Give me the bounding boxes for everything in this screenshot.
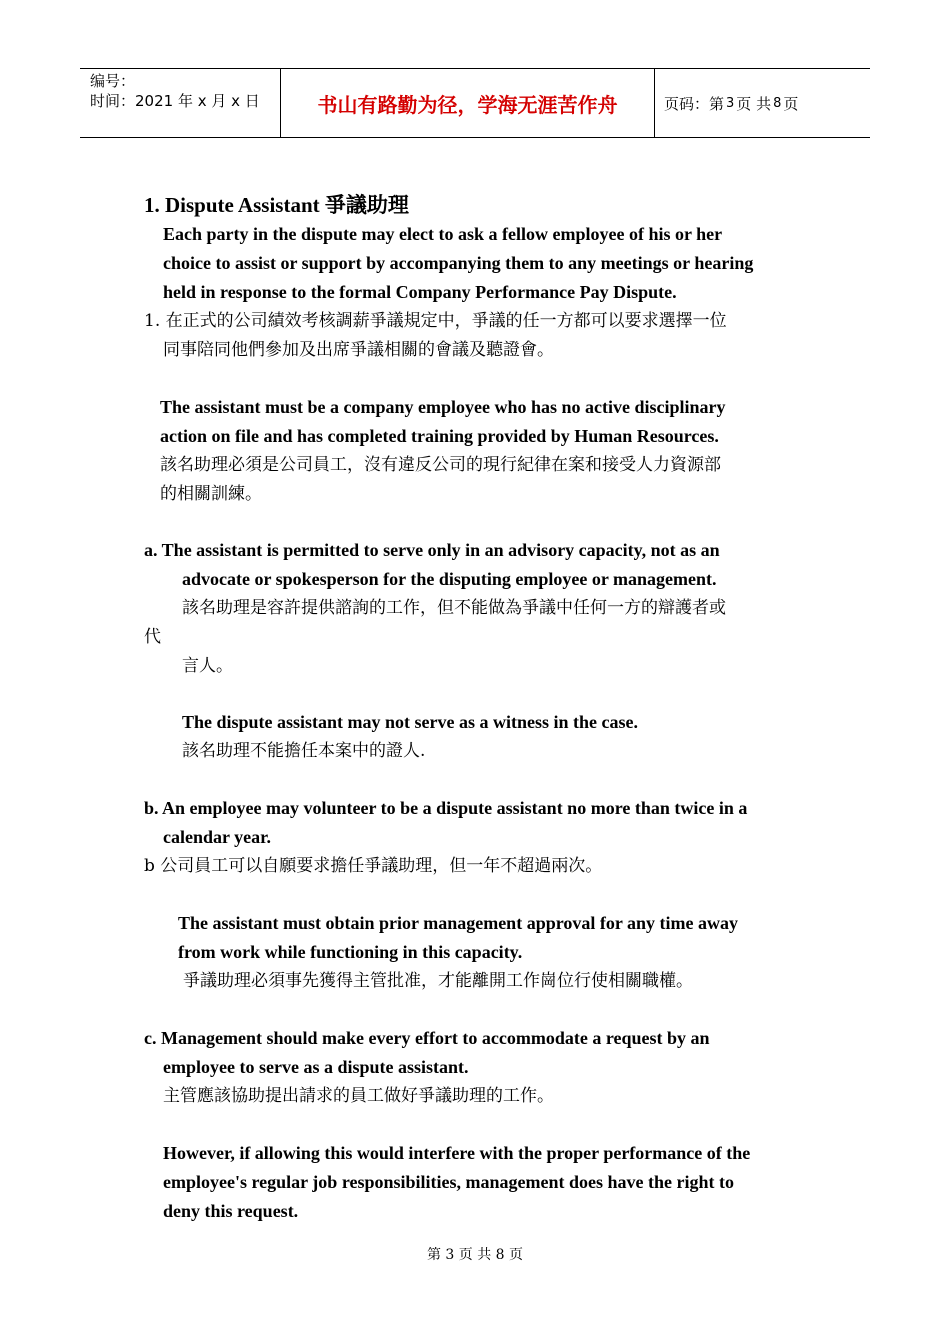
- para-1-zh-line: 1. 在正式的公司績效考核調薪爭議規定中，爭議的任一方都可以要求選擇一位: [144, 311, 727, 331]
- para-2-line: action on file and has completed training provided by Human Resources.: [160, 426, 719, 446]
- item-c-zh-text: 主管應該協助提出請求的員工做好爭議助理的工作。: [163, 1086, 554, 1106]
- item-a-line: advocate or spokesperson for the disputing employee or management.: [182, 569, 717, 589]
- para-1-line: choice to assist or support by accompanying them to any meetings or hearing: [163, 253, 754, 273]
- motto-text: 书山有路勤为径，学海无涯苦作舟: [317, 92, 618, 117]
- para-2-zh-line: 該名助理必須是公司員工，沒有違反公司的現行紀律在案和接受人力資源部: [160, 455, 721, 475]
- item-c-line: employee to serve as a dispute assistant.: [163, 1057, 469, 1077]
- number-label: 编号：: [90, 72, 136, 90]
- item-c2-line: deny this request.: [163, 1201, 299, 1221]
- item-b2-zh-text: 爭議助理必須事先獲得主管批准，才能離開工作崗位行使相關職權。: [183, 971, 693, 991]
- para-1-zh-line: 同事陪同他們參加及出席爭議相關的會議及聽證會。: [163, 340, 554, 360]
- page-footer: 第 3 页 共 8 页: [426, 1247, 524, 1263]
- para-2-line: The assistant must be a company employee who has no active disciplinary: [160, 397, 726, 417]
- page-header: [80, 68, 870, 138]
- item-a-zh-line: 該名助理是容許提供諮詢的工作，但不能做為爭議中任何一方的辯護者或: [182, 598, 726, 618]
- item-c2-line: However, if allowing this would interfere with the proper performance of the: [163, 1143, 751, 1163]
- item-b-line: b. An employee may volunteer to be a dispute assistant no more than twice in a: [144, 798, 748, 818]
- item-a2-text: The dispute assistant may not serve as a witness in the case.: [182, 712, 639, 732]
- item-c2-line: employee's regular job responsibilities, management does have the right to: [163, 1172, 734, 1192]
- item-a-line: a. The assistant is permitted to serve only in an advisory capacity, not as an: [144, 540, 720, 560]
- item-c-line: c. Management should make every effort to accommodate a request by an: [144, 1028, 710, 1048]
- para-1-line: held in response to the formal Company Performance Pay Dispute.: [163, 282, 677, 302]
- para-1-line: Each party in the dispute may elect to ask a fellow employee of his or her: [163, 224, 723, 244]
- item-a-zh-line: 代: [144, 627, 161, 647]
- item-b-zh-text: b 公司員工可以自願要求擔任爭議助理，但一年不超過兩次。: [144, 856, 603, 876]
- para-2-zh-line: 的相關訓練。: [160, 484, 262, 504]
- item-b-line: calendar year.: [163, 827, 271, 847]
- item-a-zh-line: 言人。: [182, 656, 233, 676]
- section-title: 1. Dispute Assistant 爭議助理: [144, 193, 409, 217]
- header-motto: [281, 69, 655, 137]
- item-b2-line: from work while functioning in this capacity.: [178, 942, 523, 962]
- item-b2-line: The assistant must obtain prior management approval for any time away: [178, 913, 739, 933]
- header-meta: [80, 69, 281, 137]
- header-page-number: 页码：第 3 页 共 8 页: [664, 94, 799, 113]
- date-label: 时间：2021 年 x 月 x 日: [90, 92, 260, 110]
- item-a2-zh-text: 該名助理不能擔任本案中的證人.: [182, 741, 426, 761]
